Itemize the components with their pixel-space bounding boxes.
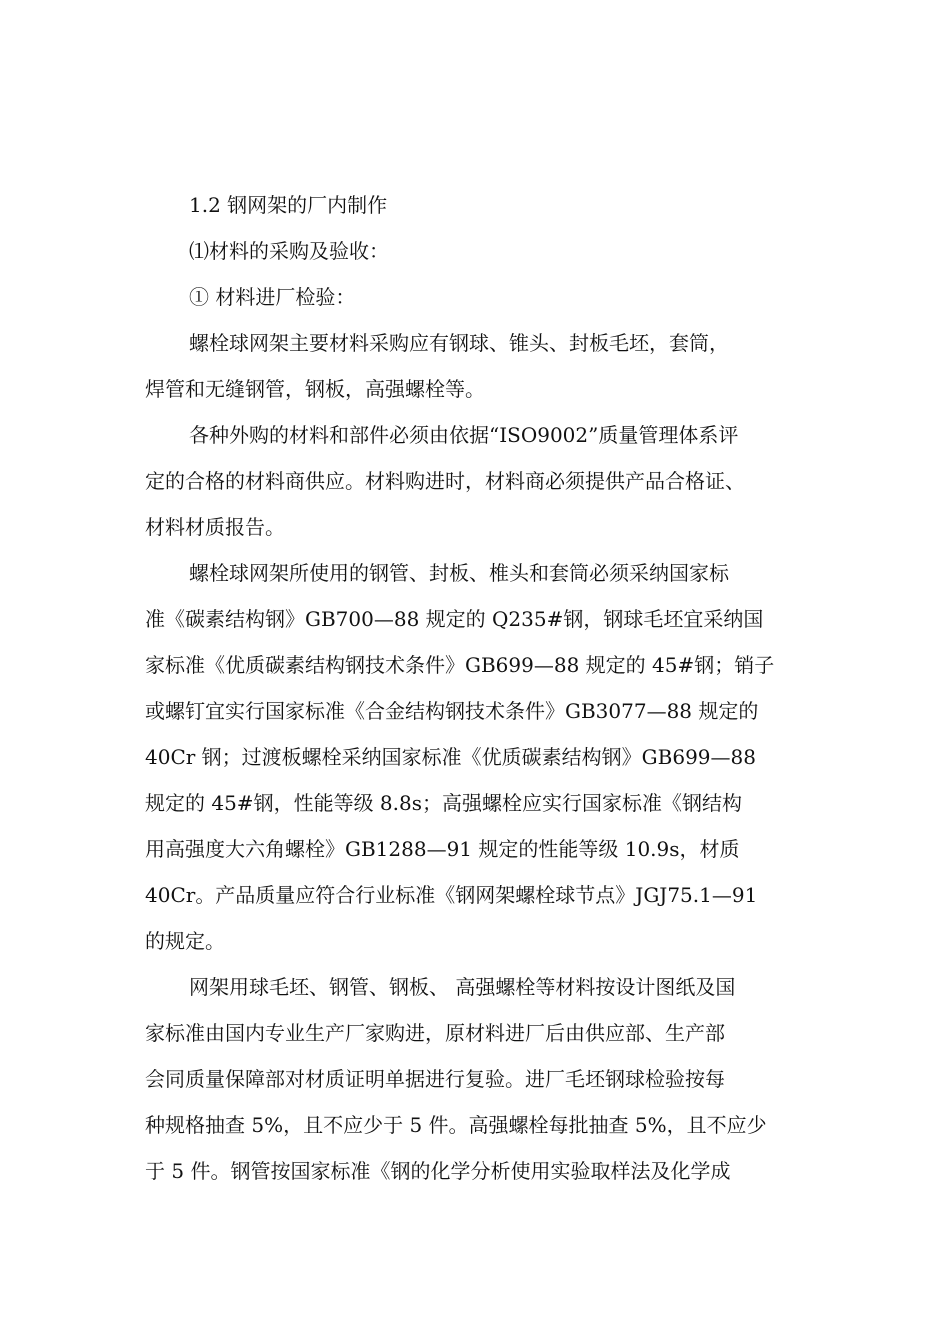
paragraph-line: 种规格抽查 5%，且不应少于 5 件。高强螺栓每批抽查 5%，且不应少 [145, 1113, 767, 1137]
paragraph-line: 40Cr 钢；过渡板螺栓采纳国家标准《优质碳素结构钢》GB699—88 [145, 745, 756, 769]
paragraph-line: 家标准《优质碳素结构钢技术条件》GB699—88 规定的 45#钢；销子 [145, 653, 775, 677]
paragraph-line: 准《碳素结构钢》GB700—88 规定的 Q235#钢，钢球毛坯宜采纳国 [145, 607, 764, 631]
subsubsection-heading: ① 材料进厂检验： [189, 285, 356, 309]
paragraph-line: 于 5 件。钢管按国家标准《钢的化学分析使用实验取样法及化学成 [145, 1159, 731, 1183]
paragraph [145, 550, 835, 964]
paragraph-line: 焊管和无缝钢管，钢板，高强螺栓等。 [145, 377, 485, 401]
paragraph [145, 412, 835, 550]
paragraph-line: 规定的 45#钢，性能等级 8.8s；高强螺栓应实行国家标准《钢结构 [145, 791, 742, 815]
paragraph-line: 各种外购的材料和部件必须由依据“ISO9002”质量管理体系评 [189, 423, 739, 447]
paragraph-line: 的规定。 [145, 929, 225, 953]
subsection-heading: ⑴材料的采购及验收： [189, 239, 389, 263]
paragraph-line: 网架用球毛坯、钢管、钢板、 高强螺栓等材料按设计图纸及国 [189, 975, 736, 999]
paragraph-line: 用高强度大六角螺栓》GB1288—91 规定的性能等级 10.9s，材质 [145, 837, 740, 861]
paragraph-line: 材料材质报告。 [145, 515, 285, 539]
paragraph [145, 320, 835, 412]
paragraph-line: 螺栓球网架主要材料采购应有钢球、锥头、封板毛坯，套筒， [189, 331, 729, 355]
paragraph-line: 定的合格的材料商供应。材料购进时，材料商必须提供产品合格证、 [145, 469, 745, 493]
paragraph-line: 螺栓球网架所使用的钢管、封板、椎头和套筒必须采纳国家标 [189, 561, 729, 585]
paragraph-line: 40Cr。产品质量应符合行业标准《钢网架螺栓球节点》JGJ75.1—91 [145, 883, 758, 907]
document-body [145, 182, 835, 1194]
paragraph-line: 家标准由国内专业生产厂家购进，原材料进厂后由供应部、生产部 [145, 1021, 725, 1045]
paragraph [145, 964, 835, 1194]
section-heading: 1.2 钢网架的厂内制作 [189, 193, 388, 217]
paragraph-line: 或螺钉宜实行国家标准《合金结构钢技术条件》GB3077—88 规定的 [145, 699, 759, 723]
paragraph-line: 会同质量保障部对材质证明单据进行复验。进厂毛坯钢球检验按每 [145, 1067, 725, 1091]
